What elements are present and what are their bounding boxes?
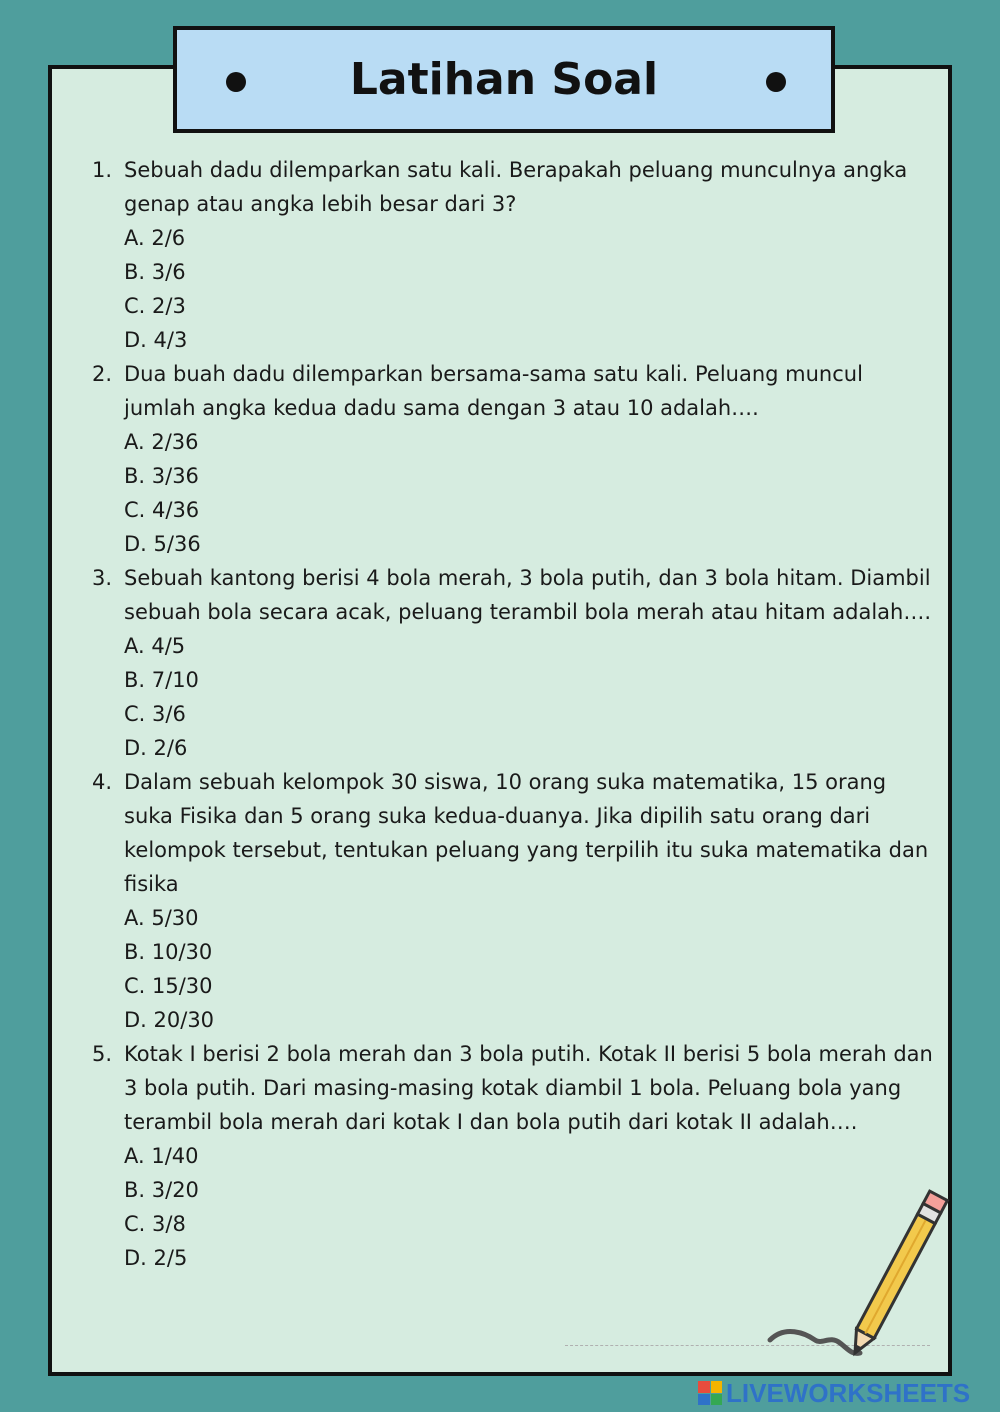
title-box: [173, 26, 835, 133]
question-text: Sebuah dadu dilemparkan satu kali. Berapakah peluang munculnya angka genap atau angka lebih besar dari 3?: [124, 158, 908, 216]
brand-name: LIVEWORKSHEETS: [726, 1377, 971, 1408]
answer-option[interactable]: B. 3/36: [124, 464, 199, 488]
question-row: [78, 765, 938, 901]
answer-option[interactable]: B. 7/10: [124, 668, 199, 692]
question-row: [78, 561, 938, 629]
question-row: [78, 1037, 938, 1139]
answer-option[interactable]: C. 15/30: [124, 974, 213, 998]
question-text: Dalam sebuah kelompok 30 siswa, 10 orang suka matematika, 15 orang suka Fisika dan 5 orang suka kedua-duanya. Jika dipilih satu orang dari kelompok tersebut, tentukan peluang yang terpilih itu suka matematika dan fisika: [124, 770, 929, 896]
answer-option[interactable]: D. 20/30: [124, 1008, 215, 1032]
question-number: 2.: [91, 362, 112, 386]
answer-option[interactable]: C. 2/3: [124, 294, 186, 318]
question-number: 3.: [91, 566, 112, 590]
question-item: [78, 153, 938, 357]
liveworksheets-logo: [698, 1381, 722, 1405]
answer-option[interactable]: A. 1/40: [124, 1144, 199, 1168]
answer-option[interactable]: C. 4/36: [124, 498, 200, 522]
question-list: [78, 153, 938, 1275]
question-text: Sebuah kantong berisi 4 bola merah, 3 bola putih, dan 3 bola hitam. Diambil sebuah bola secara acak, peluang terambil bola merah atau hitam adalah….: [124, 566, 932, 624]
question-item: [78, 561, 938, 765]
answer-option[interactable]: A. 5/30: [124, 906, 199, 930]
bullet-dot-left: [226, 72, 246, 92]
question-number: 1.: [91, 158, 112, 182]
answer-option[interactable]: D. 2/5: [124, 1246, 188, 1270]
answer-option[interactable]: B. 10/30: [124, 940, 213, 964]
question-text: Dua buah dadu dilemparkan bersama-sama satu kali. Peluang muncul jumlah angka kedua dadu sama dengan 3 atau 10 adalah….: [124, 362, 863, 420]
answer-option[interactable]: A. 2/6: [124, 226, 186, 250]
answer-option[interactable]: D. 2/6: [124, 736, 188, 760]
answer-option[interactable]: D. 4/3: [124, 328, 188, 352]
answer-option[interactable]: A. 4/5: [124, 634, 186, 658]
liveworksheets-brand[interactable]: [698, 1378, 970, 1408]
question-number: 5.: [91, 1042, 112, 1066]
page-title: Latihan Soal: [349, 54, 659, 105]
question-number: 4.: [91, 770, 112, 794]
question-item: [78, 357, 938, 561]
bullet-dot-right: [766, 72, 786, 92]
question-text: Kotak I berisi 2 bola merah dan 3 bola putih. Kotak II berisi 5 bola merah dan 3 bola putih. Dari masing-masing kotak diambil 1 bola. Peluang bola yang terambil bola merah dari kotak I dan bola putih dari kotak II adalah….: [124, 1042, 933, 1134]
answer-option[interactable]: C. 3/8: [124, 1212, 186, 1236]
answer-option[interactable]: C. 3/6: [124, 702, 186, 726]
question-row: [78, 153, 938, 221]
answer-option[interactable]: B. 3/6: [124, 260, 186, 284]
question-row: [78, 357, 938, 425]
question-item: [78, 765, 938, 1037]
pencil-icon: [760, 1175, 960, 1365]
answer-option[interactable]: D. 5/36: [124, 532, 201, 556]
answer-option[interactable]: A. 2/36: [124, 430, 199, 454]
answer-option[interactable]: B. 3/20: [124, 1178, 199, 1202]
